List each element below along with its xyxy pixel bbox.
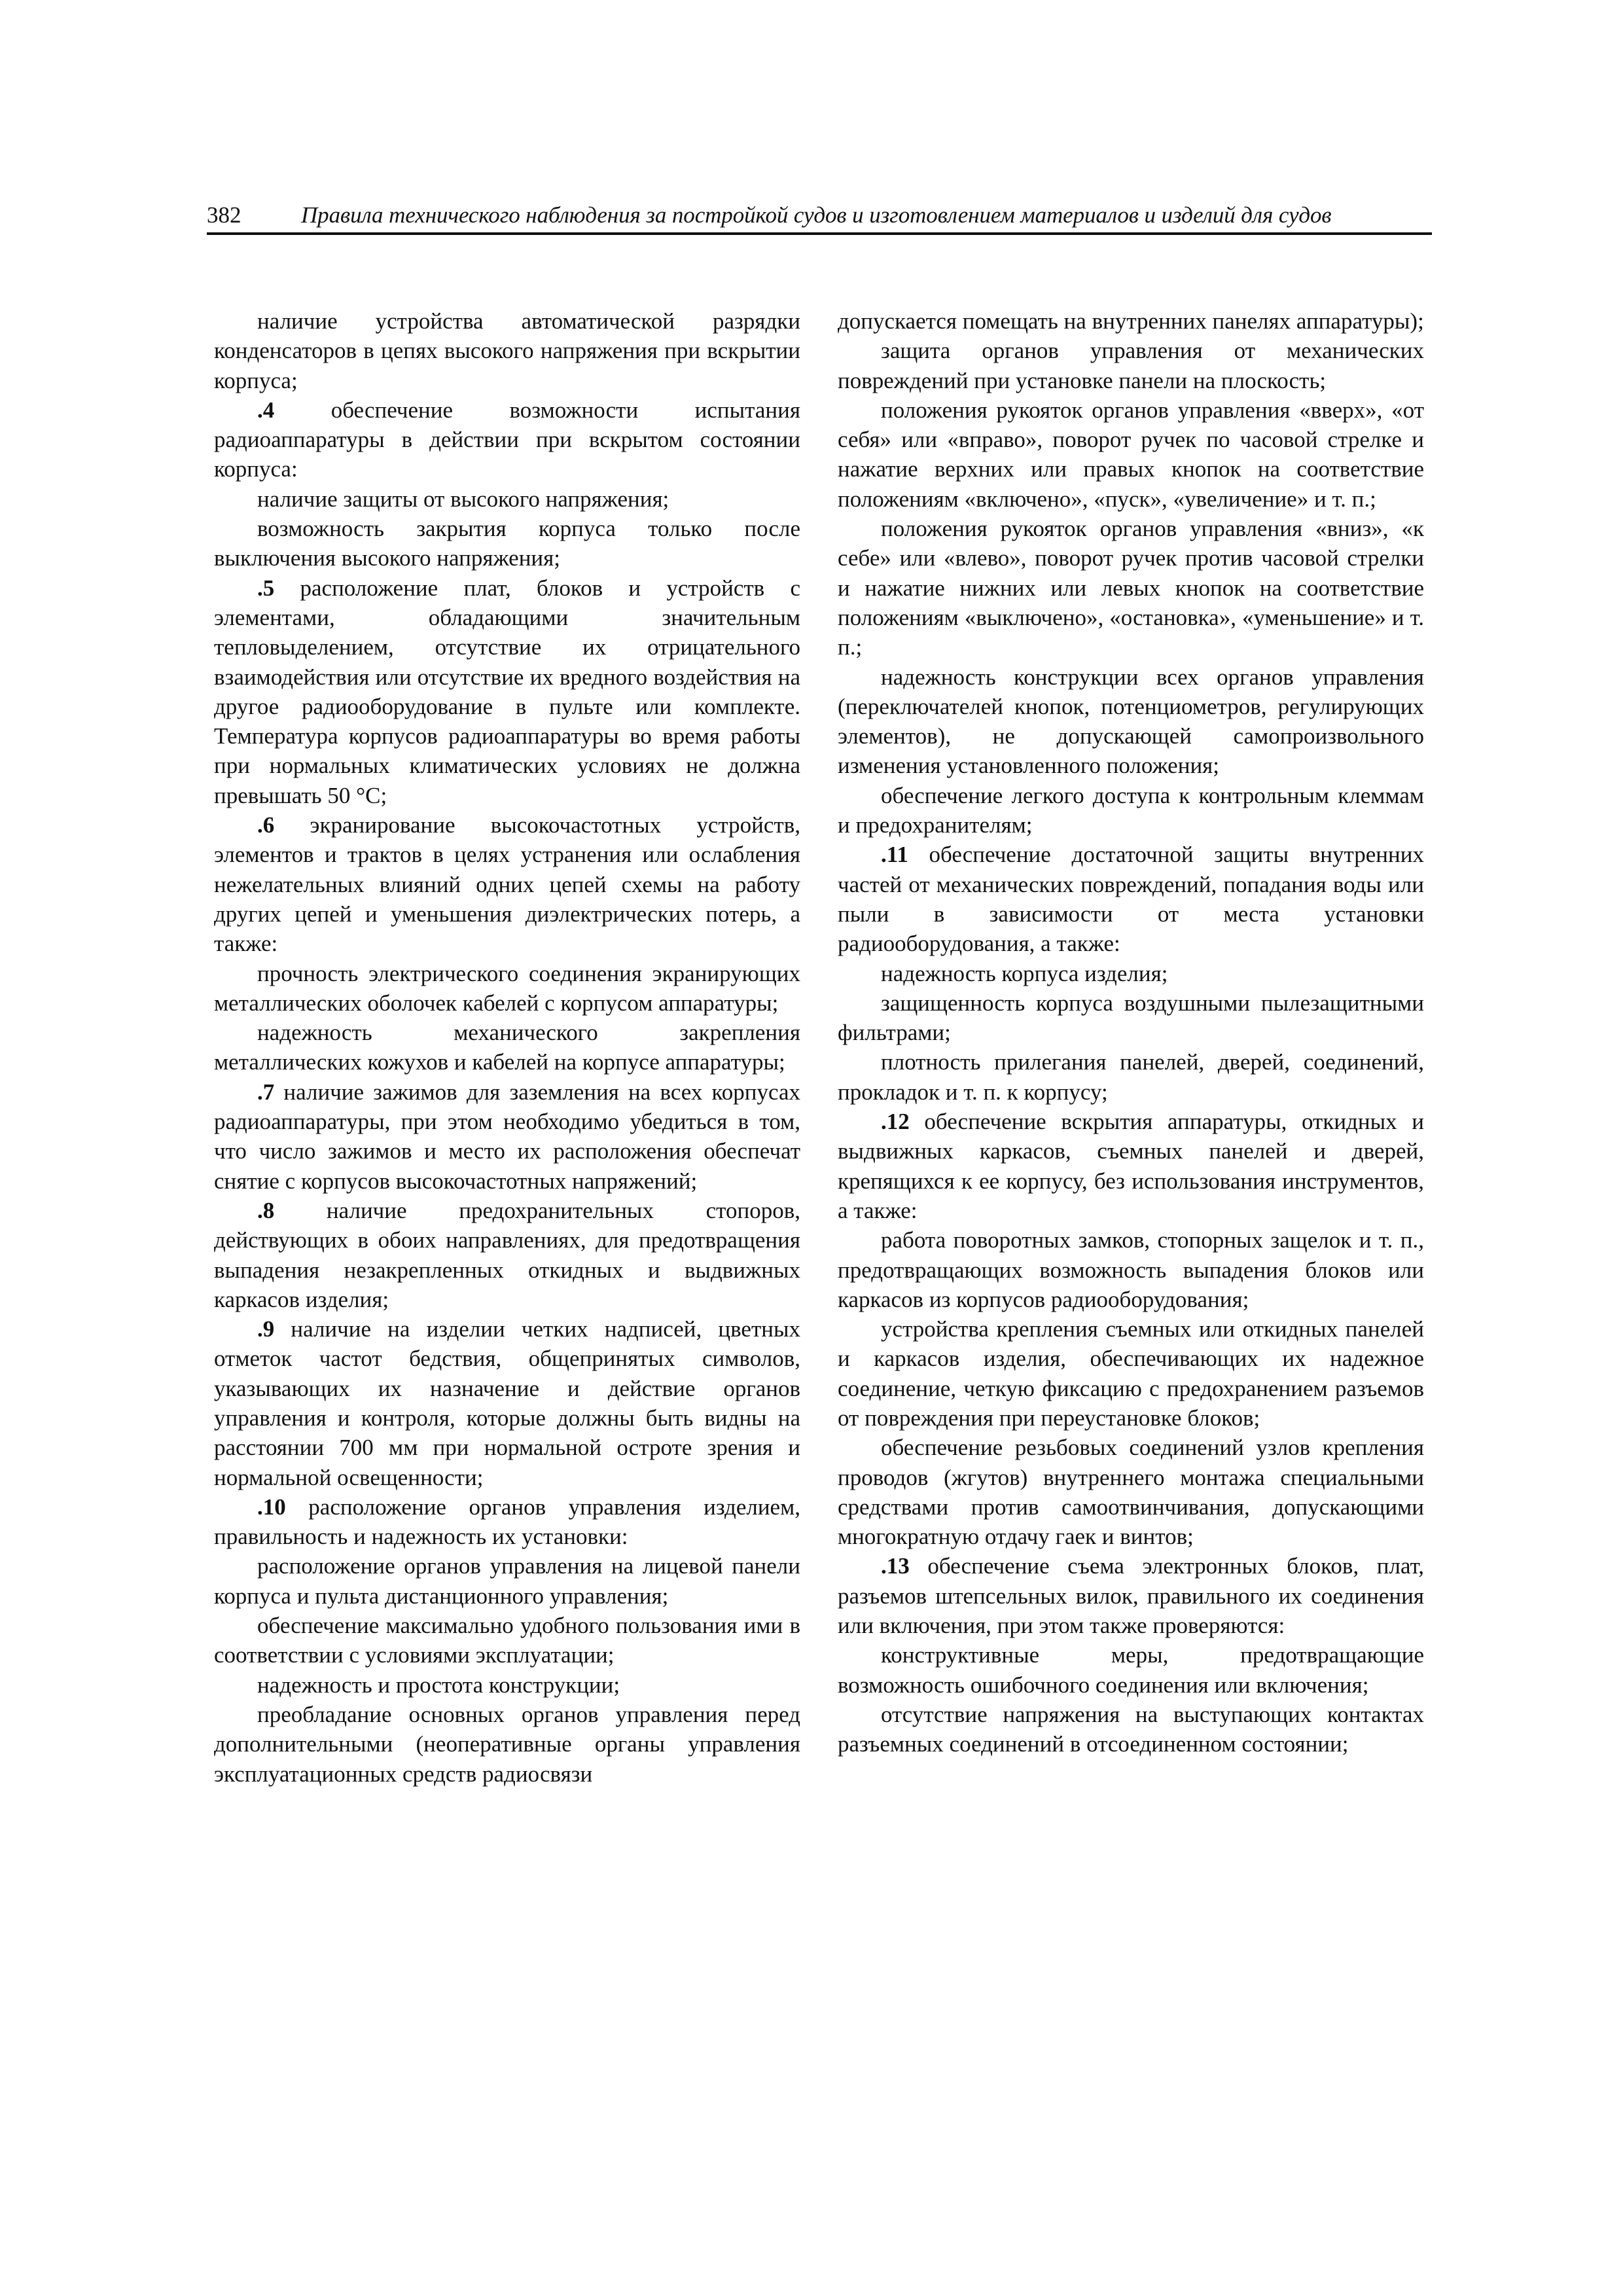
paragraph xyxy=(214,484,800,514)
paragraph xyxy=(838,959,1424,988)
item-number: .7 xyxy=(257,1079,275,1105)
left-column xyxy=(214,306,800,1789)
paragraph xyxy=(838,395,1424,514)
paragraph xyxy=(214,1700,800,1789)
paragraph xyxy=(214,573,800,810)
paragraph xyxy=(214,1551,800,1611)
item-number: .6 xyxy=(257,812,275,838)
paragraph-text: защищенность корпуса воздушными пылезащитными фильтрами; xyxy=(838,990,1424,1046)
paragraph-text: работа поворотных замков, стопорных защелок и т. п., предотвращающих возможность выпадения блоков или каркасов из корпусов радиооборудования; xyxy=(838,1227,1424,1312)
paragraph-text: наличие на изделии четких надписей, цветных отметок частот бедствия, общепринятых символов, указывающих их назначение и действие органов управления и контроля, которые должны быть видны на расстоянии 700 мм при нормальной остроте зрения и нормальной освещенности; xyxy=(214,1316,800,1490)
paragraph-text: экранирование высокочастотных устройств, элементов и трактов в целях устранения или ослабления нежелательных влияний одних цепей схемы на работу других цепей и уменьшения диэлектрических потерь, а также: xyxy=(214,812,800,957)
paragraph-text: обеспечение съема электронных блоков, плат, разъемов штепсельных вилок, правильного их соединения или включения, при этом также проверяются: xyxy=(838,1553,1424,1639)
paragraph-text: наличие зажимов для заземления на всех корпусах радиоаппаратуры, при этом необходимо убедиться в том, что число зажимов и место их расположения обеспечат снятие с корпусов высокочастотных напряжений; xyxy=(214,1079,800,1194)
paragraph-text: наличие устройства автоматической разрядки конденсаторов в цепях высокого напряжения при вскрытии корпуса; xyxy=(214,308,800,393)
item-number: .10 xyxy=(257,1494,286,1520)
paragraph-text: наличие защиты от высокого напряжения; xyxy=(257,486,669,512)
paragraph xyxy=(214,395,800,484)
paragraph xyxy=(838,988,1424,1048)
paragraph xyxy=(214,1077,800,1196)
paragraph-text: обеспечение легкого доступа к контрольным клеммам и предохранителям; xyxy=(838,782,1424,838)
paragraph xyxy=(214,306,800,395)
paragraph-text: защита органов управления от механических повреждений при установке панели на плоскость; xyxy=(838,338,1424,393)
paragraph xyxy=(838,1700,1424,1759)
paragraph-text: допускается помещать на внутренних панелях аппаратуры); xyxy=(838,308,1424,334)
paragraph-text: наличие предохранительных стопоров, действующих в обоих направлениях, для предотвращения выпадения незакрепленных откидных и выдвижных каркасов изделия; xyxy=(214,1197,800,1312)
paragraph xyxy=(214,514,800,573)
paragraph-text: прочность электрического соединения экранирующих металлических оболочек кабелей с корпусом аппаратуры; xyxy=(214,960,800,1016)
paragraph-text: обеспечение вскрытия аппаратуры, откидных и выдвижных каркасов, съемных панелей и дверей, крепящихся к ее корпусу, без использования инструментов, а также: xyxy=(838,1109,1424,1223)
paragraph-text: отсутствие напряжения на выступающих контактах разъемных соединений в отсоединенном состоянии; xyxy=(838,1701,1424,1757)
paragraph xyxy=(838,306,1424,336)
paragraph xyxy=(838,1640,1424,1700)
item-number: .8 xyxy=(257,1197,275,1223)
paragraph-text: конструктивные меры, предотвращающие возможность ошибочного соединения или включения; xyxy=(838,1642,1424,1698)
item-number: .5 xyxy=(257,575,275,601)
paragraph-text: надежность механического закрепления металлических кожухов и кабелей на корпусе аппаратуры; xyxy=(214,1020,800,1075)
paragraph xyxy=(214,1314,800,1492)
paragraph xyxy=(214,1492,800,1552)
right-column xyxy=(838,306,1424,1759)
paragraph xyxy=(838,840,1424,958)
paragraph xyxy=(214,1611,800,1670)
page-number: 382 xyxy=(207,202,241,228)
paragraph-text: обеспечение максимально удобного пользования ими в соответствии с условиями эксплуатации; xyxy=(214,1613,800,1668)
paragraph-text: преобладание основных органов управления перед дополнительными (неоперативные органы управления эксплуатационных средств радиосвязи xyxy=(214,1701,800,1787)
paragraph-text: расположение органов управления на лицевой панели корпуса и пульта дистанционного управления; xyxy=(214,1553,800,1609)
paragraph-text: надежность корпуса изделия; xyxy=(881,960,1168,986)
paragraph xyxy=(214,1670,800,1700)
paragraph xyxy=(838,1433,1424,1551)
paragraph-text: положения рукояток органов управления «вниз», «к себе» или «влево», поворот ручек против часовой стрелки и нажатие нижних или левых кнопок на соответствие положениям «выключено», «остановка», «уменьшение» и т. п.; xyxy=(838,516,1424,660)
item-number: .4 xyxy=(257,397,275,423)
item-number: .13 xyxy=(881,1553,910,1579)
paragraph xyxy=(214,810,800,958)
paragraph xyxy=(838,336,1424,395)
paragraph-text: устройства крепления съемных или откидных панелей и каркасов изделия, обеспечивающих их надежное соединение, четкую фиксацию с предохранением разъемов от повреждения при переустановке блоков; xyxy=(838,1316,1424,1431)
paragraph xyxy=(838,514,1424,662)
header-rule xyxy=(207,232,1432,235)
paragraph-text: обеспечение возможности испытания радиоаппаратуры в действии при вскрытом состоянии корпуса: xyxy=(214,397,800,482)
paragraph xyxy=(838,1314,1424,1433)
paragraph xyxy=(214,1196,800,1314)
paragraph-text: расположение органов управления изделием, правильность и надежность их установки: xyxy=(214,1494,800,1550)
paragraph xyxy=(838,1551,1424,1640)
paragraph-text: положения рукояток органов управления «вверх», «от себя» или «вправо», поворот ручек по часовой стрелке и нажатие верхних или правых кнопок на соответствие положениям «включено», «пуск», «увеличение» и т. п.; xyxy=(838,397,1424,512)
page-header xyxy=(207,202,1432,229)
item-number: .11 xyxy=(881,842,908,868)
paragraph xyxy=(838,1107,1424,1225)
paragraph xyxy=(214,959,800,1018)
paragraph xyxy=(214,1018,800,1077)
paragraph-text: надежность и простота конструкции; xyxy=(257,1672,620,1698)
paragraph-text: расположение плат, блоков и устройств с элементами, обладающими значительным тепловыделением, отсутствие их отрицательного взаимодействия или отсутствие их вредного воздействия на другое радиооборудование в пульте или комплекте. Температура корпусов радиоаппаратуры во время работы при нормальных климатических условиях не должна превышать 50 °C; xyxy=(214,575,800,808)
running-title: Правила технического наблюдения за постройкой судов и изготовлением материалов и изделий для судов xyxy=(301,202,1332,228)
paragraph-text: обеспечение резьбовых соединений узлов крепления проводов (жгутов) внутреннего монтажа специальными средствами против самоотвинчивания, допускающими многократную отдачу гаек и винтов; xyxy=(838,1435,1424,1550)
paragraph xyxy=(838,662,1424,781)
paragraph xyxy=(838,1047,1424,1107)
item-number: .9 xyxy=(257,1316,275,1342)
paragraph-text: возможность закрытия корпуса только после выключения высокого напряжения; xyxy=(214,516,800,571)
item-number: .12 xyxy=(881,1109,910,1135)
paragraph xyxy=(838,1225,1424,1314)
paragraph-text: надежность конструкции всех органов управления (переключателей кнопок, потенциометров, регулирующих элементов), не допускающей самопроизвольного изменения установленного положения; xyxy=(838,664,1424,779)
paragraph-text: обеспечение достаточной защиты внутренних частей от механических повреждений, попадания воды или пыли в зависимости от места установки радиооборудования, а также: xyxy=(838,842,1424,957)
paragraph xyxy=(838,781,1424,840)
paragraph-text: плотность прилегания панелей, дверей, соединений, прокладок и т. п. к корпусу; xyxy=(838,1049,1424,1105)
